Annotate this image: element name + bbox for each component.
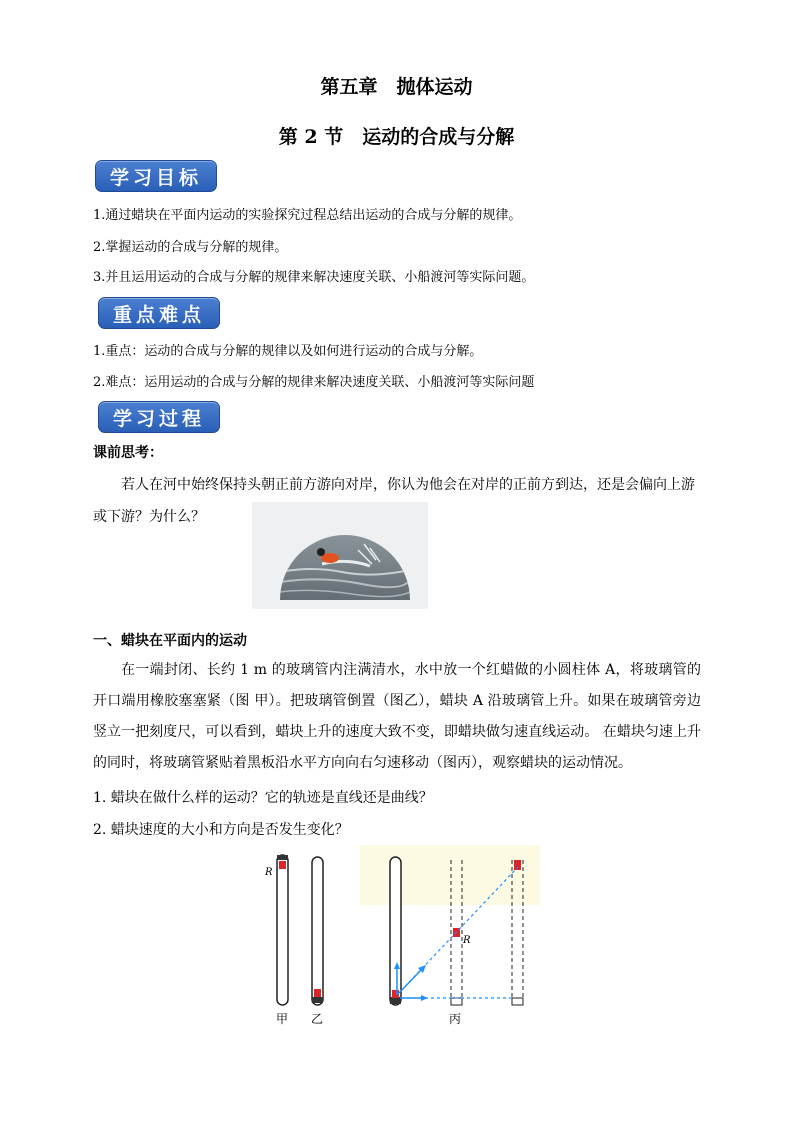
goal-item-1: 1.通过蜡块在平面内运动的实验探究过程总结出运动的合成与分解的规律。 [93,208,522,223]
goal-item-3: 3.并且运用运动的合成与分解的规律来解决速度关联、小船渡河等实际问题。 [93,270,535,285]
section1-question-2: 2. 蜡块速度的大小和方向是否发生变化？ [93,822,349,838]
section1-paragraph: 在一端封闭、长约 1 m 的玻璃管内注满清水，水中放一个红蜡做的小圆柱体 A，将玻璃管的开口端用橡胶塞塞紧（图 甲）。把玻璃管倒置（图乙），蜡块 A 沿玻璃管上升。如果在玻璃管旁边竖立一把刻度尺，可以看到，蜡块上升的速度大致不变，即蜡块做匀速直线运动。 在蜡块匀速上升的同时，将玻璃管紧贴着黑板沿水平方向向右匀速移动（图丙），观察蜡块的运动情况。 [93,662,701,771]
goals-badge: 学习目标 [95,160,217,192]
tube-jia [277,855,288,1005]
experiment-figure [250,845,550,1030]
pre-thinking-label: 课前思考： [93,445,163,461]
label-jia: 甲 [276,1012,289,1026]
velocity-resultant-arrow [399,969,422,993]
label-yi: 乙 [311,1012,324,1026]
section1-heading: 一、蜡块在平面内的运动 [93,633,247,649]
pre-thinking-question-2: 或下游？为什么？ [93,509,205,525]
swimmer-photo [252,502,428,609]
key-point-2: 2.难点：运用运动的合成与分解的规律来解决速度关联、小船渡河等实际问题 [93,375,535,390]
process-badge: 学习过程 [98,401,220,433]
tube-yi [312,857,323,1005]
goal-item-2: 2.掌握运动的合成与分解的规律。 [93,240,288,255]
label-R-bing: R [463,935,471,946]
key-points-badge: 重点难点 [98,297,220,329]
tube-bing-start [390,857,401,1005]
label-R-jia: R [265,867,273,878]
label-bing: 丙 [449,1012,462,1026]
pre-thinking-question-1: 若人在河中始终保持头朝正前方游向对岸，你认为他会在对岸的正前方到达，还是会偏向上游 [121,477,695,493]
key-point-1: 1.重点：运动的合成与分解的规律以及如何进行运动的合成与分解。 [93,344,483,359]
section-title: 第 2 节 运动的合成与分解 [278,126,515,148]
chapter-title: 第五章 抛体运动 [320,76,473,98]
section1-question-1: 1. 蜡块在做什么样的运动？它的轨迹是直线还是曲线？ [93,790,433,806]
